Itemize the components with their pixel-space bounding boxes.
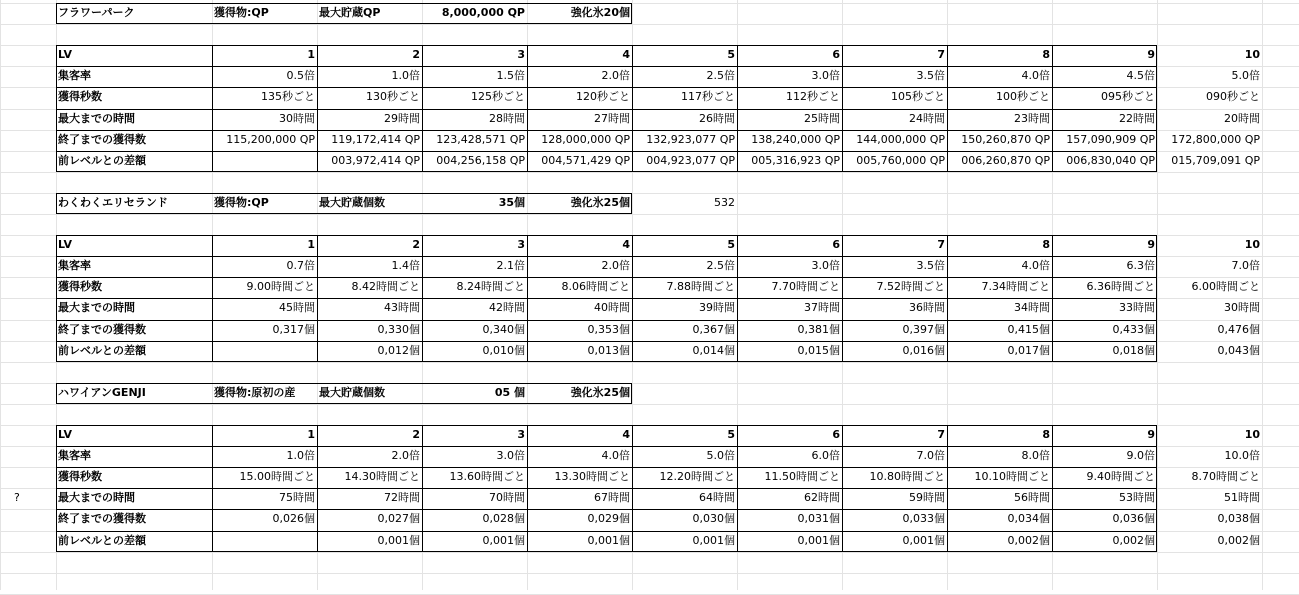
row-label[interactable]: 獲得秒数 [58, 90, 102, 104]
max-storage-label[interactable]: 最大貯蔵QP [319, 6, 381, 19]
data-cell[interactable]: 0,353個 [587, 322, 630, 336]
data-cell[interactable]: 9.40時間ごと [1086, 470, 1155, 484]
data-cell[interactable]: 13.30時間ごと [554, 470, 630, 484]
header-level[interactable]: 10 [1244, 48, 1260, 62]
table-col-line [422, 425, 423, 552]
gridline-row [0, 552, 1299, 553]
header-level[interactable]: 6 [832, 428, 840, 441]
data-cell[interactable]: 5.0倍 [1231, 69, 1260, 83]
data-cell[interactable]: 0,317個 [272, 322, 315, 336]
table-row-line [56, 341, 1157, 342]
data-cell[interactable]: 004,571,429 QP [541, 153, 630, 167]
table-col-line [527, 235, 528, 362]
data-cell[interactable]: 119,172,414 QP [331, 132, 420, 146]
data-cell[interactable]: 7.70時間ごと [771, 280, 840, 294]
table-col-line [632, 235, 633, 362]
upgrade-cost[interactable]: 強化氷20個 [570, 6, 630, 19]
header-level[interactable]: 7 [937, 48, 945, 62]
data-cell[interactable]: 0,031個 [797, 512, 840, 526]
data-cell[interactable]: 70時間 [489, 491, 525, 505]
data-cell[interactable]: 2.0倍 [601, 259, 630, 273]
data-cell[interactable]: 26時間 [699, 111, 735, 125]
row-label[interactable]: 獲得秒数 [58, 280, 102, 294]
data-cell[interactable]: 4.0倍 [1021, 259, 1050, 273]
table-col-line [317, 425, 318, 552]
data-cell[interactable]: 10.80時間ごと [869, 470, 945, 484]
data-cell[interactable]: 0,016個 [902, 343, 945, 357]
data-cell[interactable]: 7.88時間ごと [666, 280, 735, 294]
data-cell[interactable]: 13.60時間ごと [449, 470, 525, 484]
data-cell[interactable]: 003,972,414 QP [331, 153, 420, 167]
data-cell[interactable]: 157,090,909 QP [1066, 132, 1155, 146]
data-cell[interactable]: 0,017個 [1007, 343, 1050, 357]
data-cell[interactable]: 59時間 [909, 491, 945, 505]
header-level[interactable]: 10 [1244, 238, 1260, 252]
table-col-line [422, 45, 423, 172]
data-cell[interactable]: 67時間 [594, 491, 630, 505]
data-cell[interactable]: 23時間 [1014, 111, 1050, 125]
table-col-line [212, 425, 213, 552]
data-cell[interactable]: 0,015個 [797, 343, 840, 357]
data-cell[interactable]: 006,830,040 QP [1066, 153, 1155, 167]
data-cell[interactable]: 6.36時間ごと [1086, 280, 1155, 294]
header-level[interactable]: 3 [517, 428, 525, 441]
data-cell[interactable]: 0,033個 [902, 512, 945, 526]
header-level[interactable]: 5 [727, 48, 735, 62]
section-title[interactable]: ハワイアンGENJI [58, 385, 146, 399]
gridline-col [1262, 0, 1263, 590]
row-marker[interactable]: ? [14, 491, 20, 505]
data-cell[interactable] [212, 531, 317, 552]
max-storage-label[interactable]: 最大貯蔵個数 [319, 385, 385, 399]
table-row-line [56, 467, 1157, 468]
header-level[interactable]: 10 [1244, 428, 1260, 441]
data-cell[interactable]: 0,002個 [1217, 533, 1260, 547]
data-cell[interactable]: 72時間 [384, 491, 420, 505]
data-cell[interactable]: 100秒ごと [996, 90, 1050, 104]
data-cell[interactable]: 14.30時間ごと [344, 470, 420, 484]
data-cell[interactable]: 37時間 [804, 301, 840, 315]
data-cell[interactable]: 0,030個 [692, 512, 735, 526]
data-cell[interactable]: 27時間 [594, 111, 630, 125]
data-cell[interactable]: 105秒ごと [891, 90, 945, 104]
data-cell[interactable]: 40時間 [594, 301, 630, 315]
data-cell[interactable]: 4.0倍 [1021, 69, 1050, 83]
table-col-line [947, 425, 948, 552]
header-level[interactable]: 2 [412, 428, 420, 441]
data-cell[interactable]: 64時間 [699, 491, 735, 505]
row-label[interactable]: 前レベルとの差額 [58, 343, 146, 357]
data-cell[interactable]: 6.00時間ごと [1191, 280, 1260, 294]
data-cell[interactable]: 24時間 [909, 111, 945, 125]
data-cell[interactable]: 1.0倍 [286, 449, 315, 463]
table-col-line [632, 425, 633, 552]
data-cell[interactable]: 0,001個 [902, 533, 945, 547]
data-cell[interactable]: 3.5倍 [916, 259, 945, 273]
row-label[interactable]: 最大までの時間 [58, 111, 135, 125]
data-cell[interactable]: 135秒ごと [261, 90, 315, 104]
max-storage-value[interactable]: 35個 [498, 195, 525, 209]
header-level[interactable]: 9 [1147, 428, 1155, 441]
table-col-line [1052, 425, 1053, 552]
header-level[interactable]: 4 [622, 238, 630, 252]
extra-value[interactable]: 532 [714, 195, 735, 209]
header-level[interactable]: 8 [1042, 428, 1050, 441]
data-cell[interactable]: 005,760,000 QP [856, 153, 945, 167]
row-label[interactable]: 終了までの獲得数 [58, 322, 146, 336]
data-cell[interactable]: 34時間 [1014, 301, 1050, 315]
header-level[interactable]: 7 [937, 428, 945, 441]
row-label[interactable]: 最大までの時間 [58, 301, 135, 315]
data-cell[interactable]: 43時間 [384, 301, 420, 315]
table-col-line [737, 45, 738, 172]
data-cell[interactable] [212, 341, 317, 362]
table-col-line [842, 235, 843, 362]
table-row-line [56, 509, 1157, 510]
data-cell[interactable]: 75時間 [279, 491, 315, 505]
table-col-line [212, 235, 213, 362]
data-cell[interactable]: 0,367個 [692, 322, 735, 336]
row-label[interactable]: 終了までの獲得数 [58, 132, 146, 146]
data-cell[interactable]: 3.0倍 [811, 69, 840, 83]
data-cell[interactable]: 2.5倍 [706, 69, 735, 83]
table-col-line [737, 425, 738, 552]
data-cell[interactable]: 004,923,077 QP [646, 153, 735, 167]
data-cell[interactable]: 0.5倍 [286, 69, 315, 83]
gridline-row [0, 172, 1299, 173]
data-cell[interactable]: 0,002個 [1112, 533, 1155, 547]
data-cell[interactable]: 0,415個 [1007, 322, 1050, 336]
data-cell[interactable]: 0,034個 [1007, 512, 1050, 526]
data-cell[interactable]: 53時間 [1119, 491, 1155, 505]
table-row-line [56, 256, 1157, 257]
table-col-line [527, 425, 528, 552]
data-cell[interactable]: 8.0倍 [1021, 449, 1050, 463]
table-col-line [632, 45, 633, 172]
header-level[interactable]: 8 [1042, 48, 1050, 62]
data-cell[interactable]: 005,316,923 QP [751, 153, 840, 167]
table-col-line [422, 235, 423, 362]
data-cell[interactable]: 12.20時間ごと [659, 470, 735, 484]
data-cell[interactable]: 42時間 [489, 301, 525, 315]
data-cell[interactable]: 0,001個 [587, 533, 630, 547]
table-row-line [56, 130, 1157, 131]
table-col-line [527, 45, 528, 172]
data-cell[interactable]: 144,000,000 QP [856, 132, 945, 146]
table-col-line [947, 235, 948, 362]
data-cell[interactable]: 56時間 [1014, 491, 1050, 505]
table-col-line [212, 45, 213, 172]
table-col-line [317, 235, 318, 362]
row-label[interactable]: 前レベルとの差額 [58, 153, 146, 167]
header-level[interactable]: 8 [1042, 238, 1050, 252]
data-cell[interactable]: 132,923,077 QP [646, 132, 735, 146]
header-lv[interactable]: LV [58, 48, 73, 62]
data-cell[interactable]: 0,043個 [1217, 343, 1260, 357]
data-cell[interactable]: 0,001個 [797, 533, 840, 547]
header-level[interactable]: 5 [727, 428, 735, 441]
header-level[interactable]: 3 [517, 238, 525, 252]
data-cell[interactable]: 0.7倍 [286, 259, 315, 273]
data-cell[interactable]: 0,330個 [377, 322, 420, 336]
data-cell[interactable]: 8.06時間ごと [561, 280, 630, 294]
data-cell[interactable]: 1.4倍 [391, 259, 420, 273]
data-cell[interactable]: 10.10時間ごと [974, 470, 1050, 484]
data-cell[interactable]: 4.0倍 [601, 449, 630, 463]
table-row-line [56, 277, 1157, 278]
data-cell[interactable]: 8.24時間ごと [456, 280, 525, 294]
table-row-line [56, 87, 1157, 88]
upgrade-cost[interactable]: 強化氷25個 [570, 195, 630, 209]
data-cell[interactable]: 0,014個 [692, 343, 735, 357]
data-cell[interactable]: 0,397個 [902, 322, 945, 336]
max-storage-value[interactable]: 8,000,000 QP [441, 6, 525, 19]
header-level[interactable]: 1 [307, 48, 315, 62]
row-label[interactable]: 前レベルとの差額 [58, 533, 146, 547]
data-cell[interactable]: 0,012個 [377, 343, 420, 357]
data-cell[interactable]: 0,002個 [1007, 533, 1050, 547]
reward-label[interactable]: 獲得物:QP [214, 195, 269, 209]
header-level[interactable]: 9 [1147, 48, 1155, 62]
data-cell[interactable]: 3.0倍 [496, 449, 525, 463]
data-cell[interactable]: 0,433個 [1112, 322, 1155, 336]
row-label[interactable]: 最大までの時間 [58, 491, 135, 505]
upgrade-cost[interactable]: 強化氷25個 [570, 385, 630, 399]
max-storage-value[interactable]: 05 個 [494, 385, 525, 399]
header-level[interactable]: 4 [622, 48, 630, 62]
table-col-line [947, 45, 948, 172]
data-cell[interactable]: 62時間 [804, 491, 840, 505]
gridline-row [0, 24, 1299, 25]
data-cell[interactable]: 30時間 [279, 111, 315, 125]
table-col-line [737, 235, 738, 362]
table-row-line [56, 151, 1157, 152]
data-cell[interactable]: 095秒ごと [1101, 90, 1155, 104]
table-row-line [56, 446, 1157, 447]
gridline-row [0, 404, 1299, 405]
data-cell[interactable]: 6.3倍 [1126, 259, 1155, 273]
data-cell[interactable]: 0,027個 [377, 512, 420, 526]
data-cell[interactable]: 0,013個 [587, 343, 630, 357]
header-level[interactable]: 2 [412, 238, 420, 252]
data-cell[interactable]: 28時間 [489, 111, 525, 125]
data-cell[interactable]: 3.5倍 [916, 69, 945, 83]
gridline-row [0, 214, 1299, 215]
header-lv[interactable]: LV [58, 428, 73, 441]
data-cell[interactable]: 7.0倍 [916, 449, 945, 463]
data-cell[interactable]: 30時間 [1224, 301, 1260, 315]
table-row-line [56, 109, 1157, 110]
table-col-line [842, 45, 843, 172]
row-label[interactable]: 集客率 [58, 69, 91, 83]
data-cell[interactable]: 172,800,000 QP [1171, 132, 1260, 146]
data-cell[interactable]: 7.34時間ごと [981, 280, 1050, 294]
header-level[interactable]: 6 [832, 48, 840, 62]
header-level[interactable]: 4 [622, 428, 630, 441]
data-cell[interactable]: 51時間 [1224, 491, 1260, 505]
table-col-line [1052, 235, 1053, 362]
data-cell[interactable]: 2.0倍 [601, 69, 630, 83]
data-cell[interactable]: 9.0倍 [1126, 449, 1155, 463]
data-cell[interactable]: 004,256,158 QP [436, 153, 525, 167]
header-level[interactable]: 1 [307, 428, 315, 441]
header-level[interactable]: 3 [517, 48, 525, 62]
data-cell[interactable]: 8.42時間ごと [351, 280, 420, 294]
row-label[interactable]: 獲得秒数 [58, 470, 102, 484]
table-col-line [1052, 45, 1053, 172]
data-cell[interactable]: 138,240,000 QP [751, 132, 840, 146]
data-cell[interactable]: 3.0倍 [811, 259, 840, 273]
data-cell[interactable]: 7.52時間ごと [876, 280, 945, 294]
header-lv[interactable]: LV [58, 238, 73, 252]
table-row-line [56, 488, 1157, 489]
table-row-line [56, 531, 1157, 532]
data-cell[interactable]: 7.0倍 [1231, 259, 1260, 273]
data-cell[interactable]: 6.0倍 [811, 449, 840, 463]
data-cell[interactable]: 0,028個 [482, 512, 525, 526]
data-cell[interactable]: 128,000,000 QP [541, 132, 630, 146]
reward-label[interactable]: 獲得物:原初の産 [214, 385, 296, 399]
data-cell[interactable]: 20時間 [1224, 111, 1260, 125]
table-row-line [56, 320, 1157, 321]
data-cell[interactable]: 2.0倍 [391, 449, 420, 463]
data-cell[interactable]: 33時間 [1119, 301, 1155, 315]
section-title[interactable]: わくわくエリセランド [58, 195, 168, 209]
table-row-line [56, 298, 1157, 299]
data-cell[interactable]: 15.00時間ごと [239, 470, 315, 484]
data-cell[interactable]: 125秒ごと [471, 90, 525, 104]
data-cell[interactable]: 1.5倍 [496, 69, 525, 83]
data-cell[interactable]: 0,340個 [482, 322, 525, 336]
data-cell[interactable] [212, 151, 317, 172]
table-col-line [317, 45, 318, 172]
header-level[interactable]: 9 [1147, 238, 1155, 252]
data-cell[interactable]: 22時間 [1119, 111, 1155, 125]
data-cell[interactable]: 112秒ごと [786, 90, 840, 104]
data-cell[interactable]: 130秒ごと [366, 90, 420, 104]
header-level[interactable]: 5 [727, 238, 735, 252]
header-level[interactable]: 1 [307, 238, 315, 252]
data-cell[interactable]: 120秒ごと [576, 90, 630, 104]
data-cell[interactable]: 0,010個 [482, 343, 525, 357]
row-label[interactable]: 集客率 [58, 449, 91, 463]
gridline-row [0, 573, 1299, 574]
data-cell[interactable]: 015,709,091 QP [1171, 153, 1260, 167]
data-cell[interactable]: 0,036個 [1112, 512, 1155, 526]
data-cell[interactable]: 36時間 [909, 301, 945, 315]
data-cell[interactable]: 0,038個 [1217, 512, 1260, 526]
header-level[interactable]: 7 [937, 238, 945, 252]
data-cell[interactable]: 0,026個 [272, 512, 315, 526]
data-cell[interactable]: 115,200,000 QP [226, 132, 315, 146]
data-cell[interactable]: 117秒ごと [681, 90, 735, 104]
data-cell[interactable]: 25時間 [804, 111, 840, 125]
data-cell[interactable]: 4.5倍 [1126, 69, 1155, 83]
data-cell[interactable]: 39時間 [699, 301, 735, 315]
data-cell[interactable]: 2.1倍 [496, 259, 525, 273]
data-cell[interactable]: 090秒ごと [1206, 90, 1260, 104]
data-cell[interactable]: 11.50時間ごと [764, 470, 840, 484]
reward-label[interactable]: 獲得物:QP [214, 6, 269, 19]
data-cell[interactable]: 29時間 [384, 111, 420, 125]
data-cell[interactable]: 0,381個 [797, 322, 840, 336]
row-label[interactable]: 集客率 [58, 259, 91, 273]
data-cell[interactable]: 0,029個 [587, 512, 630, 526]
data-cell[interactable]: 0,001個 [692, 533, 735, 547]
data-cell[interactable]: 2.5倍 [706, 259, 735, 273]
data-cell[interactable]: 1.0倍 [391, 69, 420, 83]
max-storage-label[interactable]: 最大貯蔵個数 [319, 195, 385, 209]
table-col-line [842, 425, 843, 552]
row-label[interactable]: 終了までの獲得数 [58, 512, 146, 526]
data-cell[interactable]: 8.70時間ごと [1191, 470, 1260, 484]
data-cell[interactable]: 45時間 [279, 301, 315, 315]
header-level[interactable]: 2 [412, 48, 420, 62]
gridline-row [0, 362, 1299, 363]
data-cell[interactable]: 123,428,571 QP [436, 132, 525, 146]
data-cell[interactable]: 0,018個 [1112, 343, 1155, 357]
data-cell[interactable]: 0,001個 [377, 533, 420, 547]
section-title[interactable]: フラワーパーク [58, 6, 135, 19]
data-cell[interactable]: 5.0倍 [706, 449, 735, 463]
header-level[interactable]: 6 [832, 238, 840, 252]
data-cell[interactable]: 0,001個 [482, 533, 525, 547]
data-cell[interactable]: 9.00時間ごと [246, 280, 315, 294]
table-row-line [56, 66, 1157, 67]
data-cell[interactable]: 150,260,870 QP [961, 132, 1050, 146]
data-cell[interactable]: 006,260,870 QP [961, 153, 1050, 167]
data-cell[interactable]: 10.0倍 [1224, 449, 1260, 463]
data-cell[interactable]: 0,476個 [1217, 322, 1260, 336]
